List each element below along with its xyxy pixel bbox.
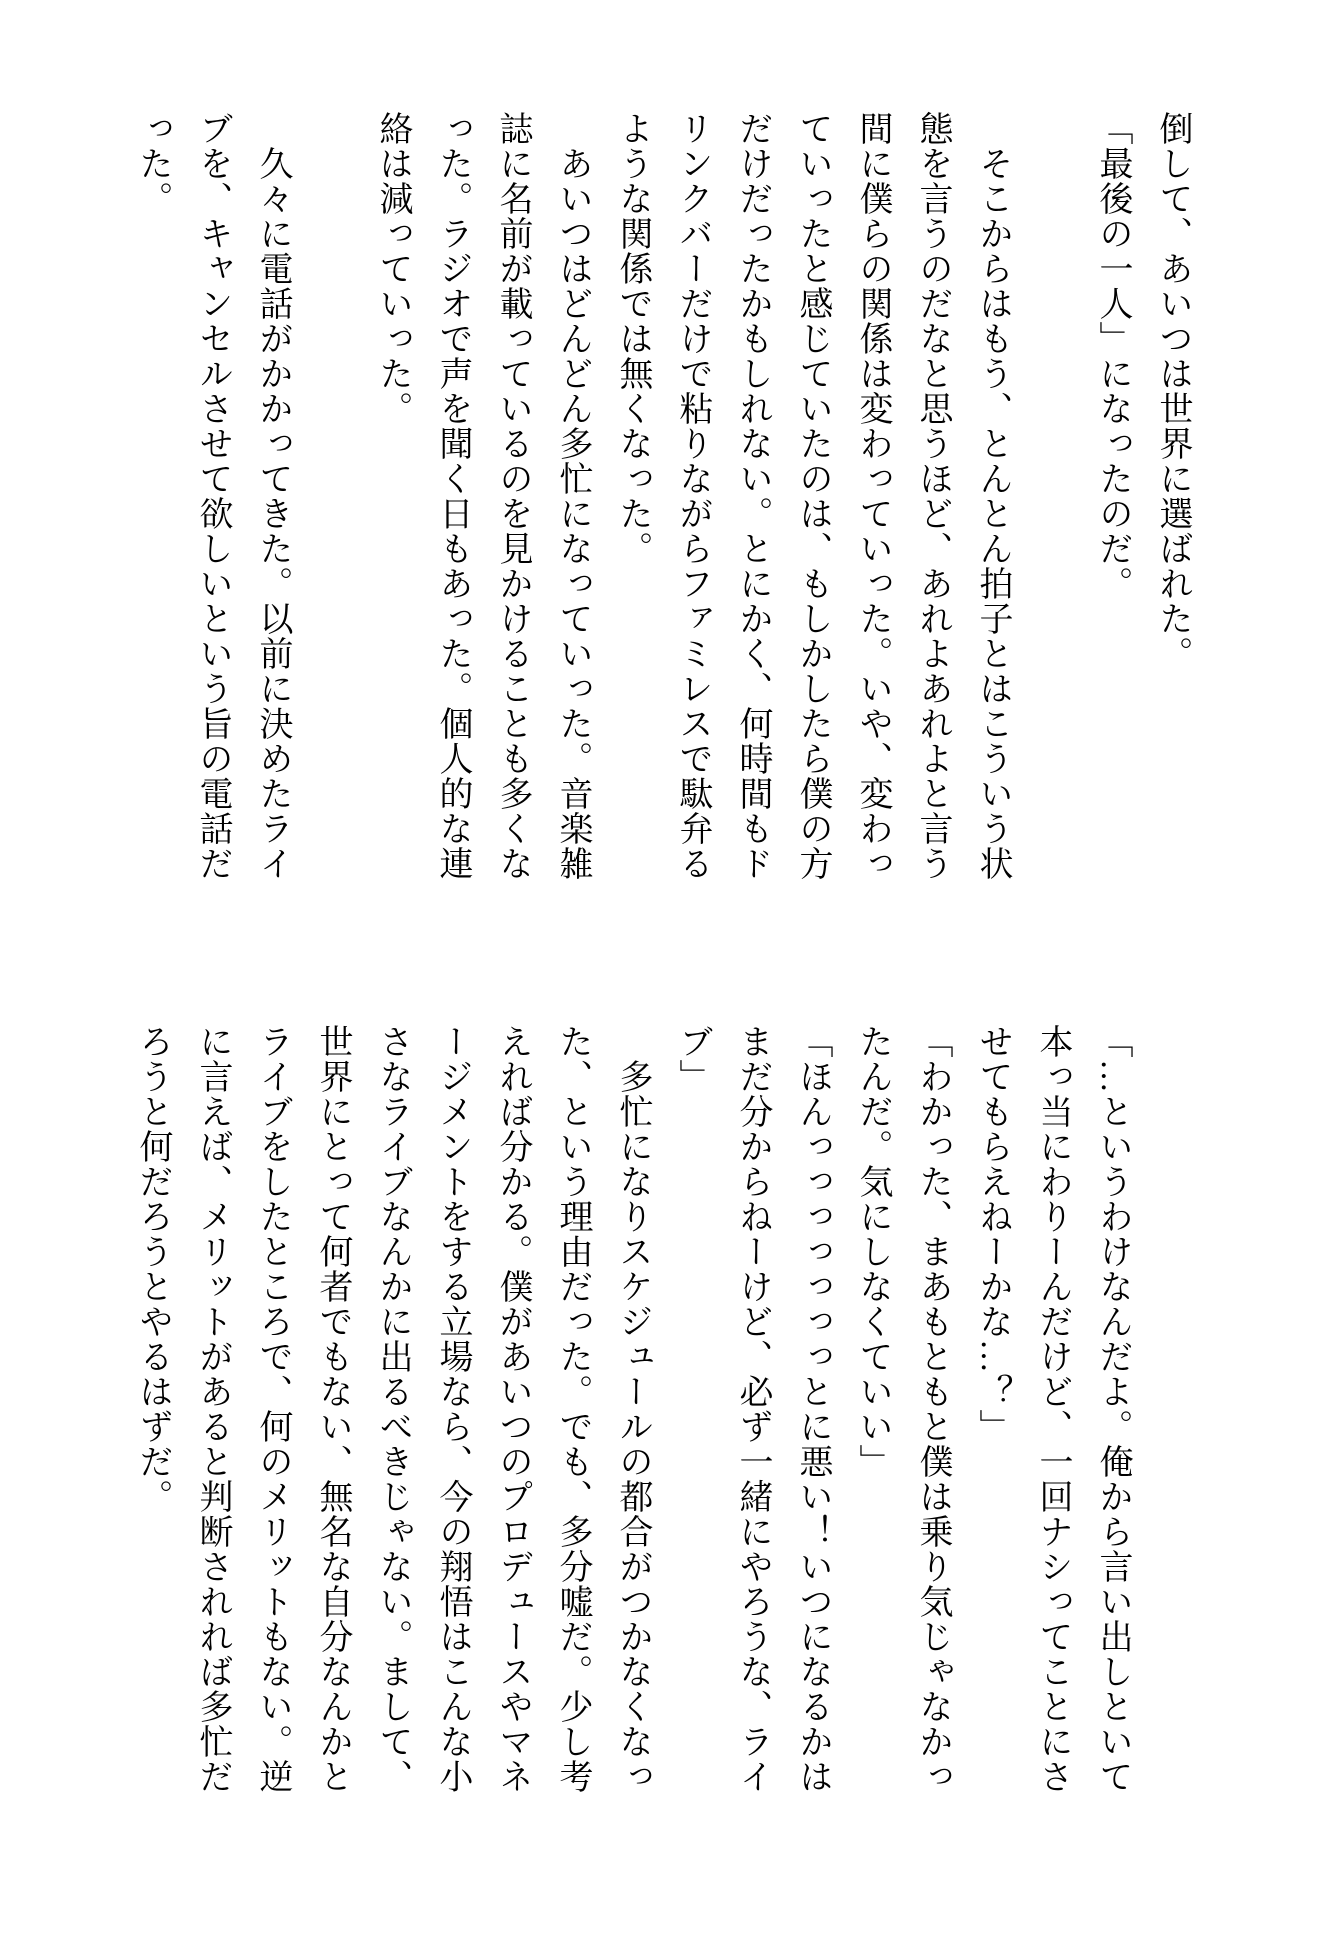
text-line bbox=[1142, 1024, 1202, 1800]
top-text-band bbox=[122, 111, 1202, 887]
text-line: 多忙になりスケジュールの都合がつかなくなった、という理由だった。でも、多分嘘だ。少し考えれば分かる。僕があいつのプロデュースやマネージメントをする立場なら、今の翔悟はこんな小さなライブなんかに出るべきじゃない。まして、世界にとって何者でもない、無名な自分なんかとライブをしたところで、何のメリットもない。逆に言えば、メリットがあると判断されれば多忙だろうと何だろうとやるはずだ。 bbox=[134, 1024, 651, 1794]
text-line bbox=[1022, 111, 1082, 887]
bottom-text-band bbox=[122, 1024, 1202, 1800]
text-line: 「わかった、まあもともと僕は乗り気じゃなかったんだ。気にしなくていい」 bbox=[854, 1024, 951, 1794]
text-line: そこからはもう、とんとん拍子とはこういう状態を言うのだなと思うほど、あれよあれよと言う間に僕らの関係は変わっていった。いや、変わっていったと感じていたのは、もしかしたら僕の方だけだったかもしれない。とにかく、何時間もドリンクバーだけで粘りながらファミレスで駄弁るような関係では無くなった。 bbox=[614, 111, 1011, 881]
text-line: 「…というわけなんだよ。俺から言い出しといて本っ当にわりーんだけど、一回ナシってことにさせてもらえねーかな…？」 bbox=[974, 1024, 1131, 1794]
text-line: 「最後の一人」になったのだ。 bbox=[1094, 111, 1131, 601]
text-line: 「ほんっっっっっっっとに悪い！いつになるかはまだ分からねーけど、必ず一緒にやろうな、ライブ」 bbox=[674, 1024, 831, 1794]
text-line: 倒して、あいつは世界に選ばれた。 bbox=[1154, 111, 1191, 671]
text-line bbox=[302, 111, 362, 887]
text-line: 久々に電話がかかってきた。以前に決めたライブを、キャンセルさせて欲しいという旨の電話だった。 bbox=[134, 111, 291, 881]
text-line: あいつはどんどん多忙になっていった。音楽雑誌に名前が載っているのを見かけることも多くなった。ラジオで声を聞く日もあった。個人的な連絡は減っていった。 bbox=[374, 111, 591, 881]
